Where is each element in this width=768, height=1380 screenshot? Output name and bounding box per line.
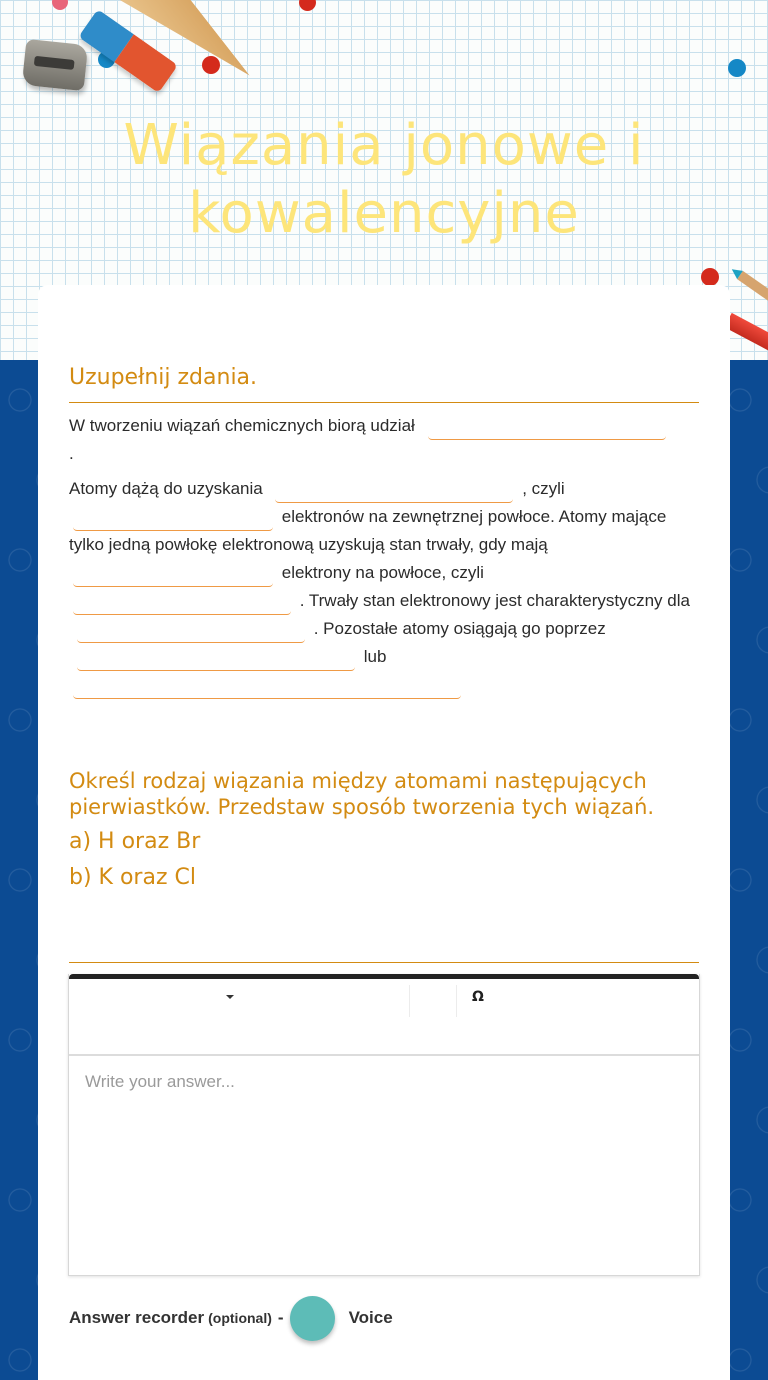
- sentence-text: elektrony na powłoce, czyli: [281, 563, 484, 582]
- sentence-text: elektronów na zewnętrznej powłoce. Atomy mające tylko jedną powłokę elektronową uzyskują stan trwały, gdy mają: [69, 507, 667, 554]
- question-option-a: a) H oraz Br: [69, 829, 201, 854]
- blank-input-7[interactable]: [77, 649, 355, 671]
- decor-dot: [728, 59, 746, 77]
- decor-dot: [701, 268, 719, 286]
- sentence-2: [69, 475, 699, 699]
- sentence-text: . Trwały stan elektronowy jest charakterystyczny dla: [299, 591, 690, 610]
- blank-input-1[interactable]: [428, 418, 666, 440]
- sharpener-decoration: [22, 39, 88, 91]
- question-text: Określ rodzaj wiązania między atomami następujących pierwiastków. Przedstaw sposób tworzenia tych wiązań.: [69, 769, 655, 819]
- blank-input-8[interactable]: [73, 677, 461, 699]
- heading-divider: [69, 402, 699, 403]
- sentence-1: [69, 412, 699, 468]
- answer-recorder: [69, 1295, 393, 1341]
- recorder-optional-label: (optional): [208, 1310, 272, 1326]
- editor-toolbar: [69, 979, 699, 1056]
- recorder-label: Answer recorder: [69, 1308, 205, 1327]
- worksheet-card: [38, 285, 730, 1380]
- question-divider: [69, 962, 699, 963]
- toolbar-separator: [456, 985, 457, 1017]
- section-heading: Uzupełnij zdania.: [69, 365, 258, 390]
- special-character-button[interactable]: Ω: [472, 989, 484, 1005]
- voice-label: Voice: [348, 1308, 393, 1327]
- caret-down-icon: [226, 995, 234, 999]
- sentence-text: , czyli: [522, 479, 565, 498]
- rich-text-editor: [68, 974, 700, 1276]
- sentence-text: W tworzeniu wiązań chemicznych biorą udział: [69, 416, 415, 435]
- page-title: Wiązania jonowe i kowalencyjne: [123, 113, 645, 246]
- question-option-b: b) K oraz Cl: [69, 865, 196, 890]
- sentence-text: . Pozostałe atomy osiągają go poprzez: [313, 619, 606, 638]
- blank-input-2[interactable]: [275, 481, 513, 503]
- sentence-text: .: [69, 444, 74, 463]
- question-2: [69, 768, 709, 892]
- sentence-text: lub: [363, 647, 387, 666]
- voice-record-button[interactable]: [290, 1296, 335, 1341]
- blank-input-6[interactable]: [77, 621, 305, 643]
- sentence-text: Atomy dążą do uzyskania: [69, 479, 263, 498]
- recorder-dash: -: [277, 1308, 284, 1327]
- blank-input-5[interactable]: [73, 593, 291, 615]
- format-dropdown[interactable]: [69, 979, 409, 1015]
- blank-input-3[interactable]: [73, 509, 273, 531]
- answer-textarea[interactable]: Write your answer...: [85, 1072, 235, 1091]
- decor-dot: [202, 56, 220, 74]
- toolbar-separator: [409, 985, 410, 1017]
- blank-input-4[interactable]: [73, 565, 273, 587]
